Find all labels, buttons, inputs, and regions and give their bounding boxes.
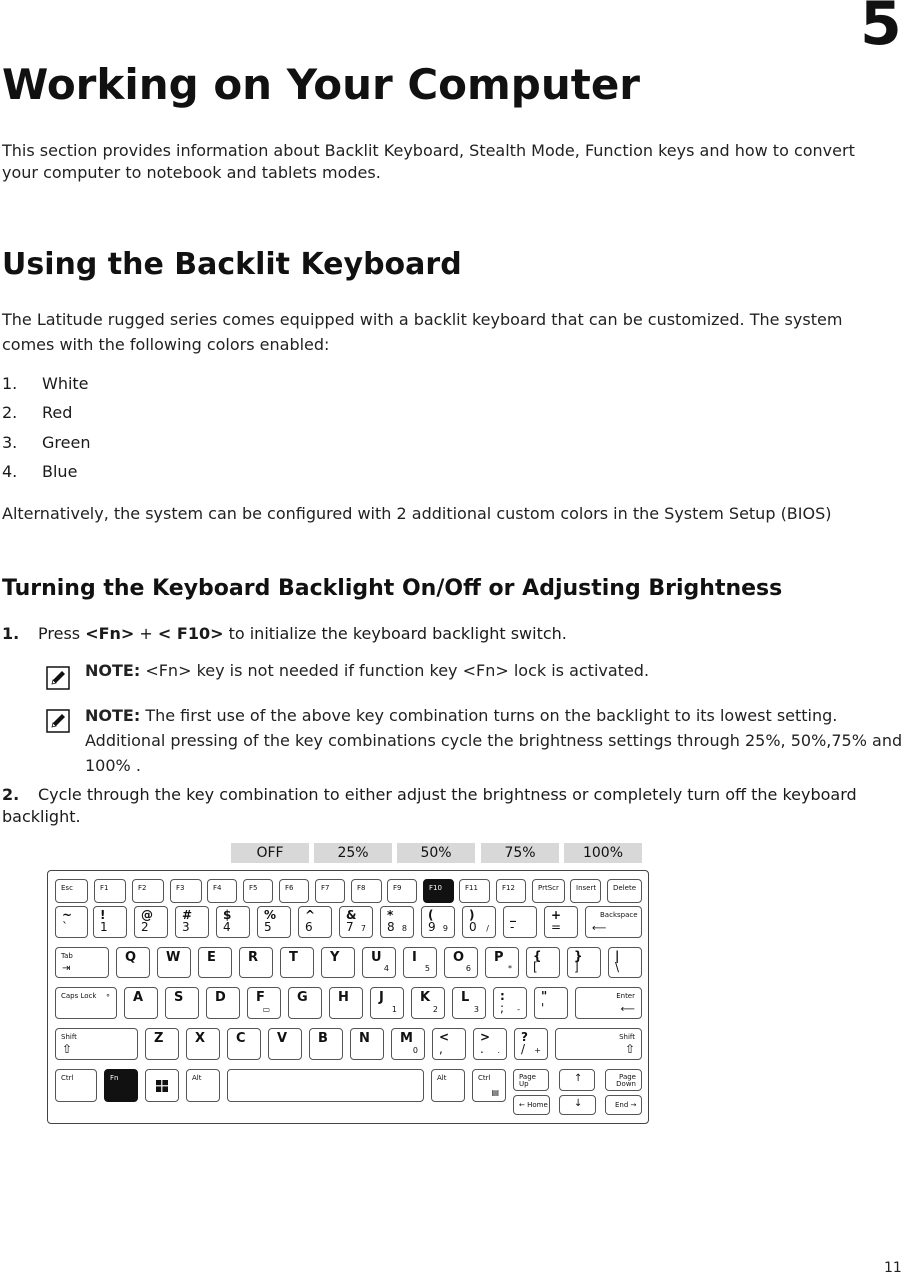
key-0: ) 0 / bbox=[462, 906, 496, 938]
note-2: NOTE: The first use of the above key combination turns on the backlight to its lowest setting. Additional pressing of the key combinations cycle the brightness settings through 25%, 50%,75% and 100% . bbox=[85, 706, 903, 775]
list-item: 3. Green bbox=[2, 432, 91, 452]
key-n: N bbox=[350, 1028, 384, 1060]
chapter-number: 5 bbox=[860, 0, 902, 59]
key-l: L 3 bbox=[452, 987, 486, 1019]
list-item: 2. Red bbox=[2, 403, 73, 423]
key-6: ^ 6 bbox=[298, 906, 332, 938]
key-f: F ▭ bbox=[247, 987, 281, 1019]
note-pencil-icon bbox=[46, 709, 70, 733]
windows-logo-icon bbox=[156, 1080, 168, 1092]
key-w: W bbox=[157, 947, 191, 978]
key-f1: F1 bbox=[94, 879, 126, 903]
key-backslash: | \ bbox=[608, 947, 642, 978]
key-7: & 7 7 bbox=[339, 906, 373, 938]
key-o: O 6 bbox=[444, 947, 478, 978]
key-x: X bbox=[186, 1028, 220, 1060]
key-f10: F10 bbox=[423, 879, 454, 903]
key-home: ← Home bbox=[513, 1095, 550, 1115]
key-b: B bbox=[309, 1028, 343, 1060]
key-windows bbox=[145, 1069, 179, 1102]
key-page-down: Page Down bbox=[605, 1069, 642, 1091]
note-1: NOTE: <Fn> key is not needed if function key <Fn> lock is activated. bbox=[85, 661, 650, 680]
key-9: ( 9 9 bbox=[421, 906, 455, 938]
key-t: T bbox=[280, 947, 314, 978]
key-arrow-down: ↓ bbox=[559, 1095, 596, 1115]
list-item: 4. Blue bbox=[2, 461, 78, 481]
key-k: K 2 bbox=[411, 987, 445, 1019]
step-1: 1. Press <Fn> + < F10> to initialize the keyboard backlight switch. bbox=[2, 624, 567, 643]
key-slash: ? / + bbox=[514, 1028, 548, 1060]
list-item: 1. White bbox=[2, 374, 89, 393]
key-f9: F9 bbox=[387, 879, 417, 903]
intro-paragraph: This section provides information about Backlit Keyboard, Stealth Mode, Function keys and how to convert your computer to notebook and tablets modes. bbox=[2, 141, 855, 182]
brightness-off: OFF bbox=[231, 843, 309, 863]
key-j: J 1 bbox=[370, 987, 404, 1019]
step-2: 2. Cycle through the key combination to either adjust the brightness or completely turn off the keyboard backlight. bbox=[2, 785, 857, 826]
key-f7: F7 bbox=[315, 879, 345, 903]
key-z: Z bbox=[145, 1028, 179, 1060]
key-1: ! 1 bbox=[93, 906, 127, 938]
key-f11: F11 bbox=[459, 879, 490, 903]
key-period: > . . bbox=[473, 1028, 507, 1060]
key-insert: Insert bbox=[570, 879, 601, 903]
key-2: @ 2 bbox=[134, 906, 168, 938]
key-f12: F12 bbox=[496, 879, 526, 903]
key-4: $ 4 bbox=[216, 906, 250, 938]
key-f3: F3 bbox=[170, 879, 202, 903]
alternative-paragraph: Alternatively, the system can be configured with 2 additional custom colors in the System Setup (BIOS) bbox=[2, 504, 832, 523]
subsection-title: Turning the Keyboard Backlight On/Off or Adjusting Brightness bbox=[2, 576, 783, 601]
key-enter: Enter ⟵ bbox=[575, 987, 642, 1019]
key-f4: F4 bbox=[207, 879, 237, 903]
key-a: A bbox=[124, 987, 158, 1019]
key-u: U 4 bbox=[362, 947, 396, 978]
section-paragraph: The Latitude rugged series comes equipped with a backlit keyboard that can be customized. The system comes with the following colors enabled: bbox=[2, 310, 843, 354]
key-m: M 0 bbox=[391, 1028, 425, 1060]
brightness-25: 25% bbox=[314, 843, 392, 863]
key-prtscr: PrtScr bbox=[532, 879, 565, 903]
key-v: V bbox=[268, 1028, 302, 1060]
section-title: Using the Backlit Keyboard bbox=[2, 247, 462, 282]
key-right-brace: } ] bbox=[567, 947, 601, 978]
key-s: S bbox=[165, 987, 199, 1019]
key-5: % 5 bbox=[257, 906, 291, 938]
key-alt-left: Alt bbox=[186, 1069, 220, 1102]
key-f5: F5 bbox=[243, 879, 273, 903]
page-number: 11 bbox=[884, 1260, 902, 1276]
brightness-75: 75% bbox=[481, 843, 559, 863]
key-r: R bbox=[239, 947, 273, 978]
key-ctrl-left: Ctrl bbox=[55, 1069, 97, 1102]
key-arrow-up: ↑ bbox=[559, 1069, 595, 1091]
key-space bbox=[227, 1069, 424, 1102]
brightness-50: 50% bbox=[397, 843, 475, 863]
key-q: Q bbox=[116, 947, 150, 978]
key-quote: " ' bbox=[534, 987, 568, 1019]
key-caps-lock: Caps Lock ° bbox=[55, 987, 117, 1019]
key-f8: F8 bbox=[351, 879, 382, 903]
key-e: E bbox=[198, 947, 232, 978]
note-pencil-icon bbox=[46, 666, 70, 690]
key-3: # 3 bbox=[175, 906, 209, 938]
keyboard-illustration bbox=[47, 870, 649, 1124]
key-equals: + = bbox=[544, 906, 578, 938]
key-f2: F2 bbox=[132, 879, 164, 903]
key-g: G bbox=[288, 987, 322, 1019]
key-end: End → bbox=[605, 1095, 642, 1115]
key-left-brace: { [ bbox=[526, 947, 560, 978]
key-p: P * bbox=[485, 947, 519, 978]
key-backspace: Backspace ⟵ bbox=[585, 906, 642, 938]
key-ctrl-right: Ctrl ▤ bbox=[472, 1069, 506, 1102]
key-h: H bbox=[329, 987, 363, 1019]
key-y: Y bbox=[321, 947, 355, 978]
key-tilde: ~ ` bbox=[55, 906, 88, 938]
key-8: * 8 8 bbox=[380, 906, 414, 938]
key-f6: F6 bbox=[279, 879, 309, 903]
key-alt-right: Alt bbox=[431, 1069, 465, 1102]
key-page-up: Page Up bbox=[513, 1069, 549, 1091]
key-fn: Fn bbox=[104, 1069, 138, 1102]
color-list bbox=[2, 372, 90, 489]
key-i: I 5 bbox=[403, 947, 437, 978]
key-c: C bbox=[227, 1028, 261, 1060]
key-semicolon: : ; - bbox=[493, 987, 527, 1019]
brightness-100: 100% bbox=[564, 843, 642, 863]
key-d: D bbox=[206, 987, 240, 1019]
key-minus: _ - bbox=[503, 906, 537, 938]
key-delete: Delete bbox=[607, 879, 642, 903]
key-shift-right: Shift ⇧ bbox=[555, 1028, 642, 1060]
chapter-title: Working on Your Computer bbox=[2, 60, 641, 109]
key-shift-left: Shift ⇧ bbox=[55, 1028, 138, 1060]
key-tab: Tab ⇥ bbox=[55, 947, 109, 978]
key-comma: < , bbox=[432, 1028, 466, 1060]
key-esc: Esc bbox=[55, 879, 88, 903]
